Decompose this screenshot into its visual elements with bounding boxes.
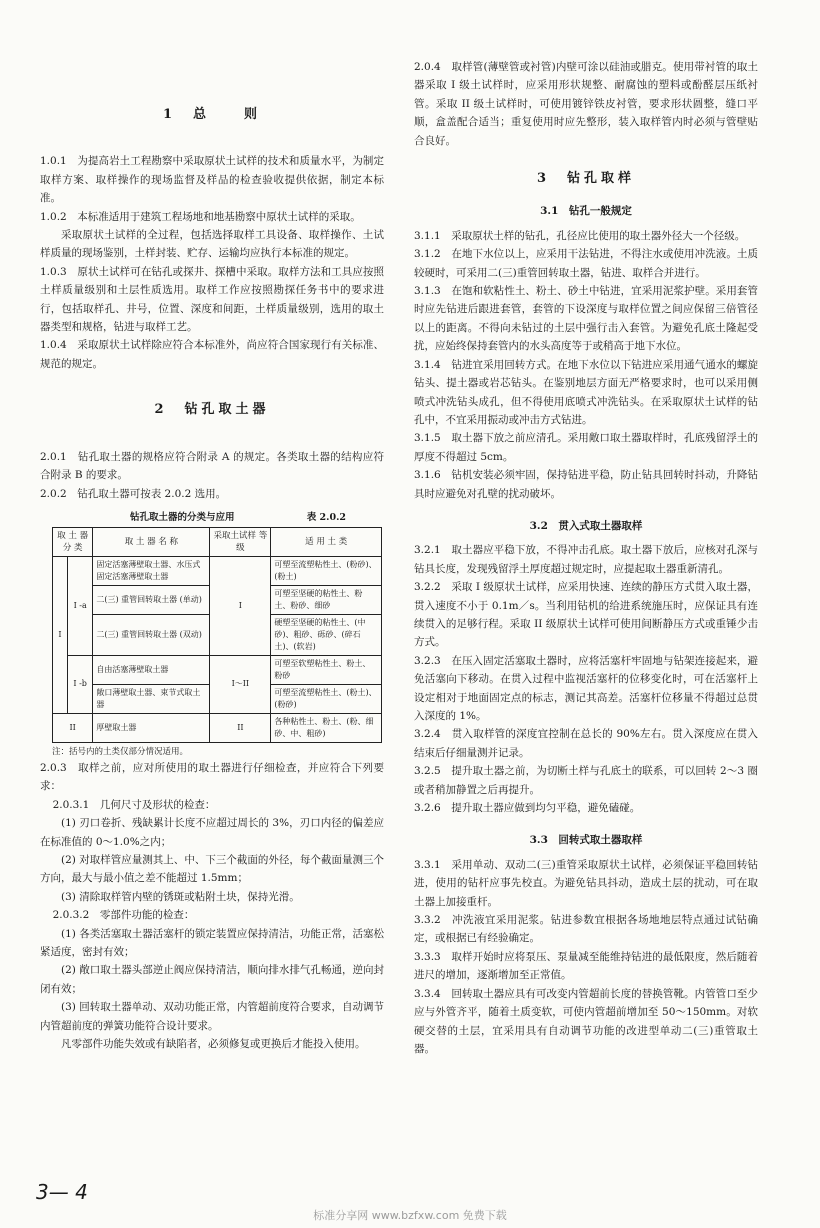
cell-class-Ia: I -a [67,556,92,655]
cell-soil: 可塑至坚硬的粘性土、粉土、粉砂、细砂 [271,585,382,614]
footer-watermark: 标准分享网 www.bzfxw.com 免费下载 [313,1209,507,1222]
clause-3-1-4: 3.1.4 钻进宜采用回转方式。在地下水位以下钻进应采用通气通水的螺旋钻头、提土器或岩芯钻头。在鉴别地层方面无严格要求时，也可以采用侧喷式冲洗钻头成孔，但不得使用底喷式冲洗钻头。在采取原状土试样的钻孔中，不宜采用振动或冲击方式钻进。 [414,358,758,426]
clause-3-3-1: 3.3.1 采用单动、双动二(三)重管采取原状土试样，必须保证平稳回转钻进，使用的钻杆应事先校直。为避免钻具抖动，造成土层的扰动，可在取土器上加接重杆。 [414,858,758,908]
section-3-3-title: 3.3 回转式取土器取样 [529,834,643,847]
clause-3-1-3: 3.1.3 在饱和软粘性土、粉土、砂土中钻进，宜采用泥浆护壁。采用套管时应先钻进后跟进套管，套管的下设深度与取样位置之间应保留三倍管径以上的距离。不得向未钻过的土层中强行击入套管。为避免孔底土隆起受扰，应始终保持套管内的水头高度等于或稍高于地下水位。 [414,285,758,353]
item-2-0-3-2-b: (2) 敞口取土器头部逆止阀应保持清洁，顺向排水排气孔畅通，逆向封闭有效； [40,964,384,995]
cell-level-I: I [210,556,271,655]
item-2-0-3-2-a: (1) 各类活塞取土器活塞杆的锁定装置应保持清洁，功能正常，活塞松紧适度，密封有效； [40,927,384,958]
cell-name: 固定活塞薄壁取土器、水压式固定活塞薄壁取土器 [93,556,210,585]
cell-level-II: II [210,713,271,742]
clause-1-0-4: 1.0.4 采取原状土试样除应符合本标准外，尚应符合国家现行有关标准、规范的规定。 [40,339,384,370]
clause-3-2-4: 3.2.4 贯入取样管的深度宜控制在总长的 90%左右。贯入深度应在贯入结束后仔细量测并记录。 [414,728,758,759]
left-column [40,58,384,1053]
item-2-0-3-2-c: (3) 回转取土器单动、双动功能正常，内管超前度符合要求，自动调节内管超前度的弹簧功能符合设计要求。 [40,1001,384,1032]
cell-soil: 可塑至软塑粘性土、粉土、粉砂 [271,655,382,684]
cell-soil: 硬塑至坚硬的粘性土、(中砂)、粗砂、砾砂、(碎石土)、(软岩) [271,614,382,655]
clause-3-3-3: 3.3.3 取样开始时应将泵压、泵量减至能维持钻进的最低限度，然后随着进尺的增加，逐渐增加至正常值。 [414,950,758,982]
clause-3-3-4: 3.3.4 回转取土器应具有可改变内管超前长度的替换管靴。内管管口至少应与外管齐平，随着土质变软，可使内管超前增加至 50～150mm。对软硬交替的土层，宜采用具有自动调节功能的改进型单动二(三)重管取土器。 [414,987,758,1055]
clause-1-0-2: 1.0.2 本标准适用于建筑工程场地和地基勘察中原状土试样的采取。 [40,210,361,223]
table-row [53,556,382,585]
section-3-2-title: 3.2 贯入式取土器取样 [529,519,643,532]
cell-class-II: II [53,713,93,742]
clause-3-1-6: 3.1.6 钻机安装必须牢固，保持钻进平稳，防止钻具回转时抖动，升降钻具时应避免对孔壁的扰动破坏。 [414,469,758,500]
clause-3-1-1: 3.1.1 采取原状土样的钻孔，孔径应比使用的取土器外径大一个径级。 [414,229,746,242]
cell-name: 二(三) 重管回转取土器 (单动) [93,585,210,614]
section-3-1-title: 3.1 钻孔一般规定 [540,205,632,218]
cell-name: 自由活塞薄壁取土器 [93,655,210,684]
table-header-row [53,527,382,556]
clause-3-2-6: 3.2.6 提升取土器应做到均匀平稳，避免磕碰。 [414,802,641,815]
clause-3-1-5: 3.1.5 取土器下放之前应清孔。采用敞口取土器取样时，孔底残留浮土的厚度不得超过 5cm。 [414,432,758,463]
header-soil: 适 用 土 类 [271,527,382,556]
chapter-1-title: 1 总 则 [162,107,262,122]
header-name: 取 土 器 名 称 [93,527,210,556]
cell-name: 敞口薄壁取土器、束节式取土器 [93,684,210,713]
clause-2-0-2: 2.0.2 钻孔取土器可按表 2.0.2 选用。 [40,487,227,500]
clause-2-0-1: 2.0.1 钻孔取土器的规格应符合附录 A 的规定。各类取土器的结构应符合附录 B 的要求。 [40,450,384,482]
clause-1-0-3: 1.0.3 原状土试样可在钻孔或探井、探槽中采取。取样方法和工具应按照土样质量级别和土层性质选用。取样工作应按照勘探任务书中的要求进行，包括取样孔、井号，位置、深度和间距，土样质量级别，选用的取土器类型和规格，钻进与取样工艺。 [40,265,384,334]
table-number: 表 2.0.2 [306,511,346,523]
item-2-0-3-2-d: 凡零部件功能失效或有缺陷者，必须修复或更换后才能投入使用。 [61,1038,366,1050]
table-caption: 钻孔取土器的分类与应用 [130,511,235,523]
cell-name: 厚壁取土器 [93,713,210,742]
header-classification: 取 土 器 分 类 [53,527,93,556]
clause-3-3-2: 3.3.2 冲洗液宜采用泥浆。钻进参数宜根据各场地地层特点通过试钻确定，或根据已有经验确定。 [414,914,758,945]
cell-soil: 可塑至流塑粘性土、(粉土)、(粉砂) [271,684,382,713]
table-note: 注：括号内的土类仅部分情况适用。 [52,746,189,757]
table-row [53,655,382,684]
cell-class-I: I [53,556,68,713]
cell-soil: 可塑至流塑粘性土、(粉砂)、(粉土) [271,556,382,585]
chapter-2-title: 2 钻孔取土器 [154,402,270,418]
right-column [414,58,758,1058]
item-2-0-3-1-c: (3) 清除取样管内壁的锈斑或粘附土块，保持光滑。 [61,890,300,903]
clause-1-0-1: 1.0.1 为提高岩土工程勘察中采取原状土试样的技术和质量水平，为制定取样方案、取样操作的现场监督及样品的检查验收提供依据，制定本标准。 [40,155,384,205]
chapter-3-title: 3 钻孔取样 [536,171,636,187]
clause-2-0-4: 2.0.4 取样管(薄壁管或衬管)内壁可涂以硅油或腊克。使用带衬管的取土器采取 I 级土试样时，应采用形状规整、耐腐蚀的塑料或酚醛层压纸衬管。采取 II 级土试样时，可使用镀锌铁皮衬管，要求形状圆整，缝口平顺，盒盖配合适当；重复使用时应先整形，装入取样管内时必须与管壁贴合良好。 [414,61,758,147]
cell-class-Ib: I -b [67,655,92,713]
clause-2-0-3-1: 2.0.3.1 几何尺寸及形状的检查： [52,798,216,811]
clause-2-0-3-2: 2.0.3.2 零部件功能的检查： [52,909,195,922]
clause-3-2-5: 3.2.5 提升取土器之前，为切断土样与孔底土的联系，可以回转 2～3 圈或者稍加静置之后再提升。 [414,765,758,796]
item-2-0-3-1-a: (1) 刃口卷折、残缺累计长度不应超过周长的 3%，刃口内径的偏差应在标准值的 0～1.0%之内； [40,817,384,848]
page-number: 3— 4 [36,1180,88,1204]
clause-3-1-2: 3.1.2 在地下水位以上，应采用干法钻进，不得注水或使用冲洗液。土质较硬时，可采用二(三)重管回转取土器，钻进、取样合并进行。 [414,248,758,279]
header-level: 采取土试样 等 级 [210,527,271,556]
clause-2-0-3: 2.0.3 取样之前，应对所使用的取土器进行仔细检查，并应符合下列要求： [40,761,384,793]
cell-level-I-II: I～II [210,655,271,713]
clause-1-0-2-para: 采取原状土试样的全过程，包括选择取样工具设备、取样操作、土试样质量的现场鉴别，土样封装、贮存、运输均应执行本标准的规定。 [40,229,384,260]
cell-soil: 各种粘性土、粉土、(粉、细砂、中、粗砂) [271,713,382,742]
table-caption-row [40,509,384,527]
sampler-table [52,527,382,743]
cell-name: 二(三) 重管回转取土器 (双动) [93,614,210,655]
clause-3-2-1: 3.2.1 取土器应平稳下放，不得冲击孔底。取土器下放后，应核对孔深与钻具长度，发现残留浮土厚度超过规定时，应提起取土器重新清孔。 [414,544,758,575]
item-2-0-3-1-b: (2) 对取样管应量测其上、中、下三个截面的外径，每个截面量测三个方向，最大与最小值之差不能超过 1.5mm； [40,853,384,885]
clause-3-2-2: 3.2.2 采取 I 级原状土试样，应采用快速、连续的静压方式贯入取土器，贯入速度不小于 0.1m／s。当利用钻机的给进系统施压时，应保证具有连续贯入的足够行程。采取 II 级原状土试样可使用间断静压方式或重锤少击方式。 [414,581,758,649]
clause-3-2-3: 3.2.3 在压入固定活塞取土器时，应将活塞杆牢固地与钻架连接起来，避免活塞向下移动。在贯入过程中监视活塞杆的位移变化时，可在活塞杆上设定相对于地面固定点的标志，测记其高差。活塞杆位移量不得超过总贯入深度的 1%。 [414,654,758,722]
table-row [53,713,382,742]
